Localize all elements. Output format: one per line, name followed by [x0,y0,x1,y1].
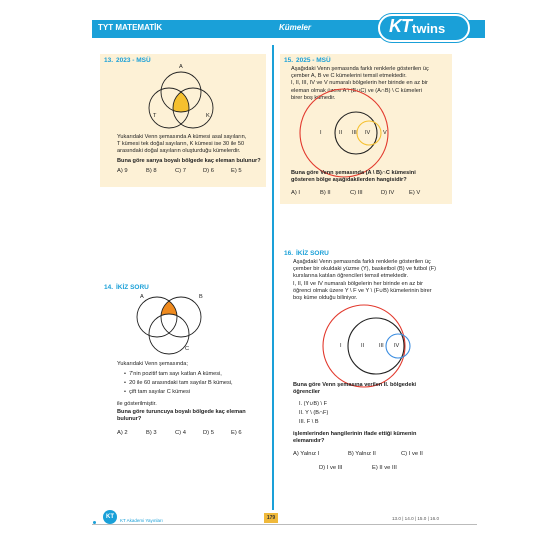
page-number: 179 [264,513,278,523]
q15-option[interactable]: B) II [320,190,331,196]
q15-option[interactable]: D) IV [381,190,395,196]
q15-region: IV [365,130,371,136]
q16-option[interactable]: E) II ve III [372,465,397,471]
q15-region: V [383,130,387,136]
q14-bullet: • 7'nin pozitif tam sayı katları A kümesi, [124,371,222,377]
q14-question-line: Buna göre turuncuya boyalı bölgede kaç eleman [117,409,246,415]
q13-label-a: A [179,64,183,70]
q16-tag: İKİZ SORU [296,250,329,257]
q14-option[interactable]: A) 2 [117,430,128,436]
q14-question-line: bulunur? [117,416,142,423]
q16-option[interactable]: C) I ve II [401,451,423,457]
q16-statement: I. (Y∪B) \ F [299,401,328,407]
q14-intro: Yukarıdaki Venn şemasında; [117,361,188,367]
q13-label-t: T [153,113,157,119]
q16-region: II [361,343,365,349]
q13-label-k: K [206,113,210,119]
footer-logo: KT [103,510,117,524]
q13-question: Buna göre sarıya boyalı bölgede kaç eleman bulunur? [117,158,261,164]
q16-line: çember bir okuldaki yüzme (Y), basketbol (B) ve futbol (F) [293,266,437,273]
q16-statement: II. Y \ (B∩F) [299,410,329,417]
q16-statement: III. F \ B [299,419,319,426]
q16-question2-line: işlemlerinden hangilerinin ifade ettiği kümenin [293,431,417,437]
q15-line: I, II, III, IV ve V numaralı bölgelerin her birinde en az bir [291,80,428,87]
logo-twins-text: twins [412,21,446,36]
q15-question-line: Buna göre Venn şemasında (A \ B)∩C kümesini [291,170,416,176]
q15-line: birer boş kümedir. [291,94,336,101]
q14-option[interactable]: B) 3 [146,430,157,436]
q13-option[interactable]: D) 6 [203,168,214,174]
q15-option[interactable]: E) V [409,190,421,196]
q16-option[interactable]: B) Yalnız II [348,451,376,457]
q14-after: ile gösterilmiştir. [117,401,157,407]
q16-question-line: öğrenciler [293,389,321,396]
q16-question2 [293,431,458,445]
q15-line: eleman olmak üzere A \ (B∪C) ve (A∩B) \ C kümeleri [291,87,422,94]
q14-option[interactable]: C) 4 [175,430,186,436]
q15-question-line: gösteren bölge aşağıdakilerden hangisidir? [291,177,407,184]
q15-number: 15. [284,57,294,64]
q14-tag: İKİZ SORU [116,284,149,291]
subject-title: TYT MATEMATİK [98,23,163,32]
q16-question-line: Buna göre Venn şemasına verilen II. bölgedeki [293,382,417,388]
q16-region: I [340,343,342,349]
footer-publisher: KT Akademi Yayınları [120,518,163,523]
q14-label-c: C [185,346,190,352]
q14-label-b: B [199,294,203,300]
q16-region: IV [394,343,400,349]
q14-option[interactable]: E) 6 [231,430,242,436]
q16-line: I, II, III ve IV numaralı bölgelerin her birinde en az bir [293,280,423,287]
q15-line: çember A, B ve C kümelerini temsil etmektedir. [291,73,407,80]
q16-number: 16. [284,250,294,257]
q16-option[interactable]: D) I ve III [319,465,343,471]
q13-line: Yukarıdaki Venn şemasında A kümesi asal sayıların, [117,134,247,140]
q14-option[interactable]: D) 5 [203,430,214,436]
q14-bullet: • çift tam sayılar C kümesi [124,389,191,396]
footer-codes: 13.0 | 14.0 | 15.0 | 16.0 [392,516,440,521]
q13-option[interactable]: B) 8 [146,168,157,174]
logo-kt-text: KT [389,16,411,36]
q16-line: kurslarına katılan öğrencileri temsil etmektedir. [293,273,409,280]
q16-option[interactable]: A) Yalnız I [293,451,320,457]
q16-region: III [379,343,384,349]
q14-bullet-text: çift tam sayılar C kümesi [129,389,191,396]
q13-option[interactable]: C) 7 [175,168,186,174]
q15-region: III [352,130,357,136]
q15-source: 2025 - MSÜ [296,57,331,64]
q15-line: Aşağıdaki Venn şemasında farklı renklerle gösterilen üç [291,66,429,72]
q15-region: II [339,130,343,136]
q13-line: arasındaki doğal sayıların oluşturduğu kümelerdir. [117,148,241,155]
q16-question [293,382,458,396]
q14-bullet-text: 20 ile 60 arasındaki tam sayılar B kümesi, [129,380,233,387]
q16-line: boş küme olduğu biliniyor. [293,295,358,302]
footer-line [92,524,477,525]
q16-line: öğrenci olmak üzere Y \ F ve Y \ (F∪B) kümelerinin birer [293,287,432,294]
q14-bullet: • 20 ile 60 arasındaki tam sayılar B kümesi, [124,380,233,387]
q15-option[interactable]: C) III [350,190,363,196]
q15-region: I [320,130,322,136]
topic-title: Kümeler [279,23,312,32]
q14-label-a: A [140,294,144,300]
q13-number: 13. [104,57,114,64]
q14-number: 14. [104,284,114,291]
q16-statements [299,401,449,427]
q13-source: 2023 - MSÜ [116,57,151,64]
q13-line: T kümesi tek doğal sayıların, K kümesi ise 30 ile 50 [117,141,245,148]
q15-option[interactable]: A) I [291,190,301,196]
q16-question2-line: elemanıdır? [293,438,325,445]
q13-option[interactable]: E) 5 [231,168,242,174]
q14-bullet-text: 7'nin pozitif tam sayı katları A kümesi, [129,371,222,377]
q16-line: Aşağıdaki Venn şemasında farklı renklerle gösterilen üç [293,259,431,265]
q13-option[interactable]: A) 9 [117,168,128,174]
